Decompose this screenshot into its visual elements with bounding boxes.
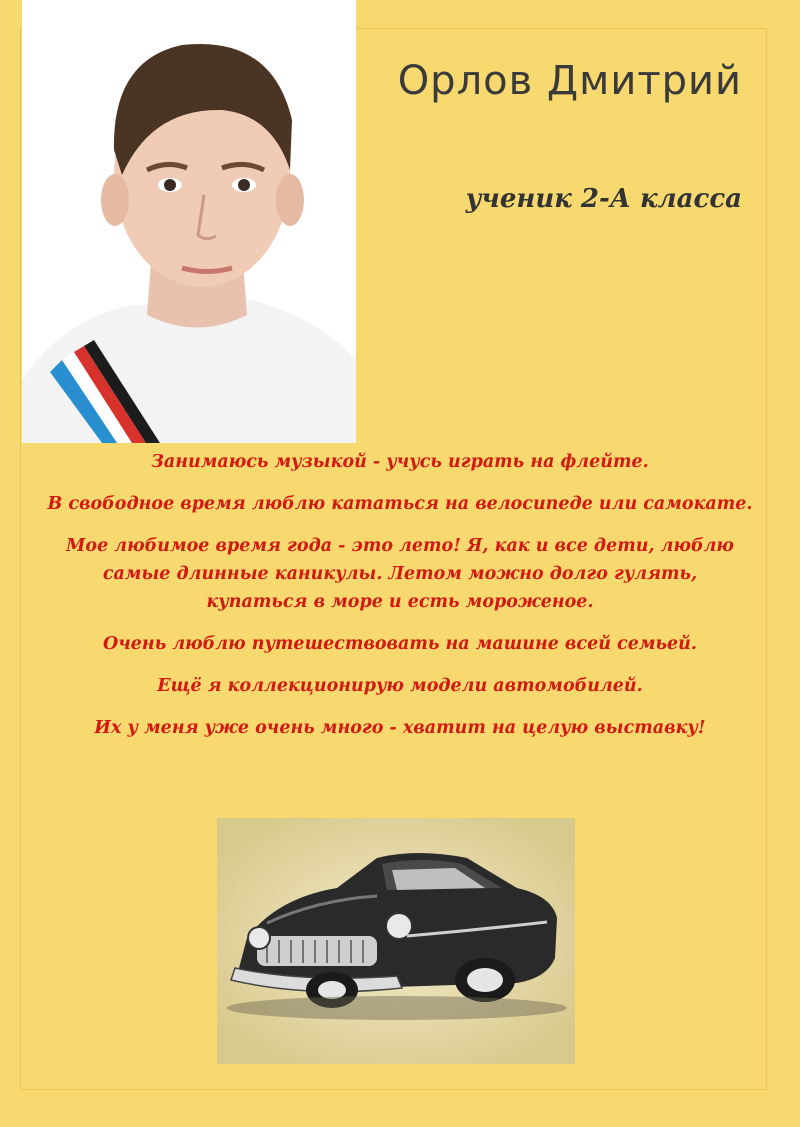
car-drawing <box>217 818 575 1064</box>
bio-paragraph: В свободное время люблю кататься на велосипеде или самокате. <box>47 494 753 514</box>
bio-paragraph: Мое любимое время года - это лето! Я, как и все дети, люблю самые длинные каникулы. Летом можно долго гулять, купаться в море и есть мороженое. <box>66 536 734 612</box>
bio-paragraph: Их у меня уже очень много - хватит на целую выставку! <box>94 718 706 738</box>
bio-paragraph: Занимаюсь музыкой - учусь играть на флейте. <box>151 452 649 472</box>
student-grade: ученик 2-А класса <box>465 184 742 214</box>
student-photo <box>22 0 356 443</box>
bio-paragraph: Ещё я коллекционирую модели автомобилей. <box>157 676 643 696</box>
bio-section <box>30 448 770 756</box>
student-name: Орлов Дмитрий <box>397 58 742 104</box>
bio-paragraph: Очень люблю путешествовать на машине всей семьей. <box>103 634 697 654</box>
